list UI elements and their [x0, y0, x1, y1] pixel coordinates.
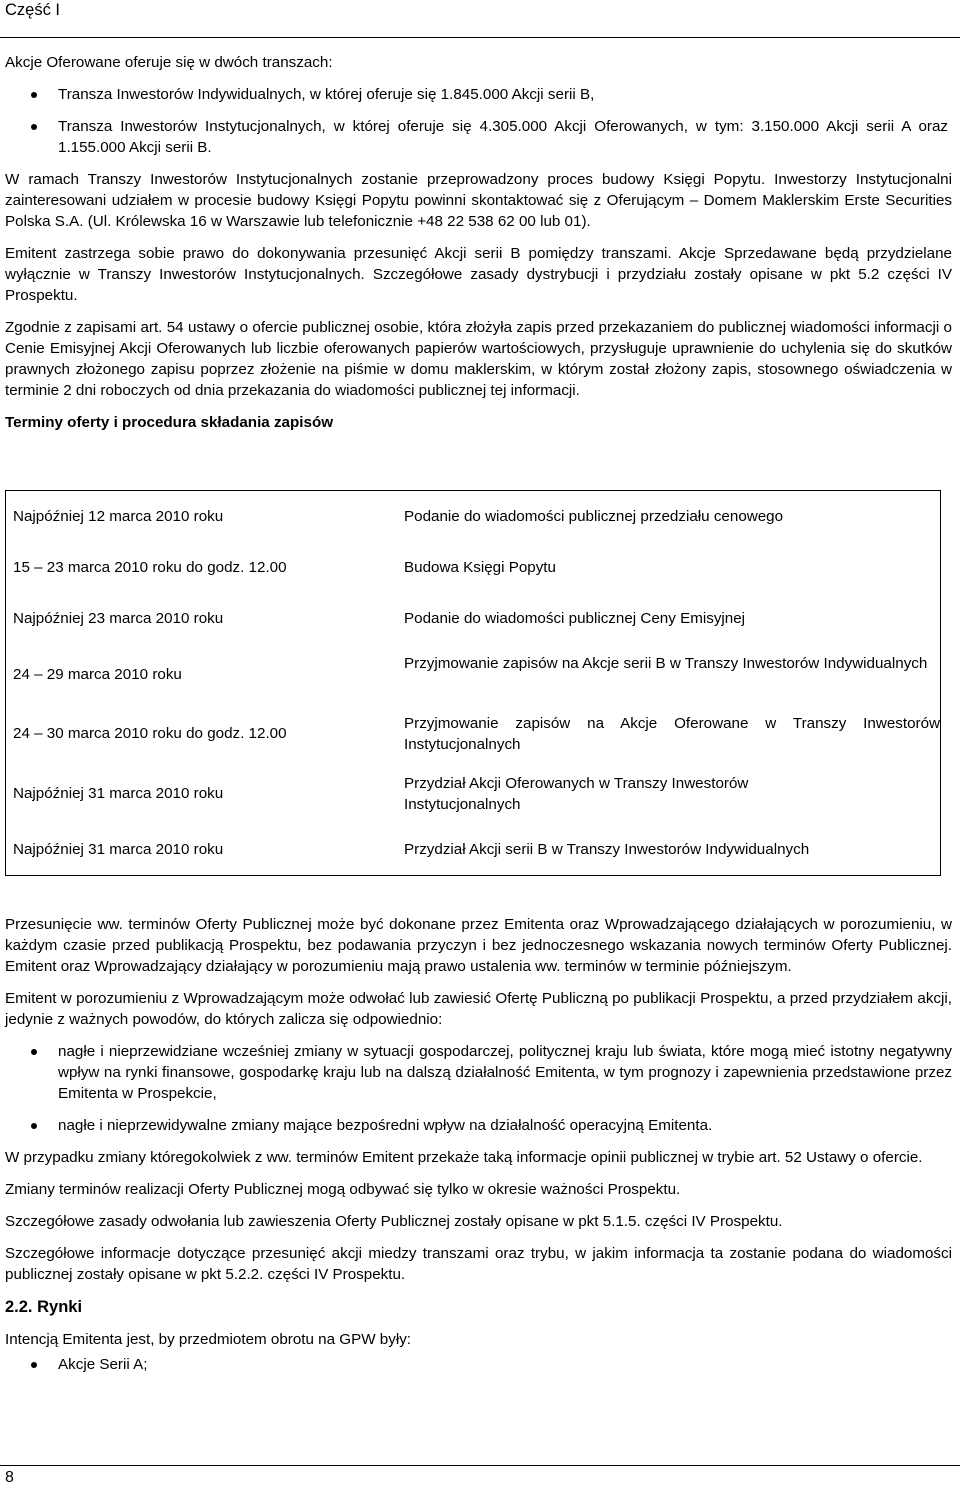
schedule-date: 24 – 29 marca 2010 roku: [13, 666, 182, 683]
schedule-date: Najpóźniej 31 marca 2010 roku: [13, 841, 224, 858]
schedule-event: Przyjmowanie zapisów na Akcje serii B w Transzy Inwestorów Indywidualnych: [404, 655, 928, 672]
paragraph: Przesunięcie ww. terminów Oferty Publicznej może być dokonane przez Emitenta oraz Wprowadzającego działających w porozumieniu, w każdym czasie przed publikacją Prospektu, bez podawania przyczyn i bez jednoczesnego wskazania nowych terminów Oferty Publicznej. Emitent oraz Wprowadzający działający w porozumieniu mają prawo ustalenia ww. terminów w terminie późniejszym.: [5, 916, 952, 975]
paragraph: Zgodnie z zapisami art. 54 ustawy o ofercie publicznej osobie, która złożyła zapis przed przekazaniem do publicznej wiadomości informacji o Cenie Emisyjnej Akcji Oferowanych lub liczbie oferowanych papierów wartościowych, przysługuje uprawnienie do uchylenia się do skutków prawnych złożonego zapisu poprzez złożenie na piśmie w domu maklerskim, w którym został złożony zapis, stosownego oświadczenia w terminie 2 dni roboczych od dnia przekazania do wiadomości publicznej tej informacji.: [5, 319, 952, 399]
schedule-date: 15 – 23 marca 2010 roku do godz. 12.00: [13, 559, 287, 576]
document-body: [5, 52, 952, 433]
paragraph: W ramach Transzy Inwestorów Instytucjonalnych zostanie przeprowadzony proces budowy Księgi Popytu. Inwestorzy Instytucjonalni zainteresowani udziałem w procesie budowy Księgi Popytu powinni skontaktować się z Oferującym – Domem Maklerskim Erste Securities Polska S.A. (Ul. Królewska 16 w Warszawie lub telefonicznie +48 22 538 62 00 lub 01).: [5, 171, 952, 230]
paragraph: Szczegółowe zasady odwołania lub zawieszenia Oferty Publicznej zostały opisane w pkt 5.1.5. części IV Prospektu.: [5, 1213, 783, 1230]
part-title: Część I: [5, 1, 61, 19]
schedule-table: [5, 490, 941, 876]
schedule-event: Przydział Akcji serii B w Transzy Inwestorów Indywidualnych: [404, 841, 810, 858]
schedule-event: Podanie do wiadomości publicznej Ceny Emisyjnej: [404, 610, 746, 627]
tranches-list: [58, 84, 948, 158]
reason-item: nagłe i nieprzewidziane wcześniej zmiany w sytuacji gospodarczej, politycznej kraju lub świata, które mogą mieć istotny negatywny wpływ na rynki finansowe, gospodarkę kraju lub na dalszą działalność Emitenta, w tym prognozy i zapewnienia przedstawione przez Emitenta w Prospekcie,: [58, 1043, 952, 1102]
schedule-event: Przydział Akcji Oferowanych w Transzy Inwestorów Instytucjonalnych: [404, 775, 749, 813]
section-list: [58, 1354, 952, 1375]
schedule-date: Najpóźniej 31 marca 2010 roku: [13, 785, 224, 802]
paragraph: W przypadku zmiany któregokolwiek z ww. terminów Emitent przekaże taką informacje opinii publicznej w trybie art. 52 Ustawy o ofercie.: [5, 1149, 923, 1166]
paragraph: Szczegółowe informacje dotyczące przesunięć akcji miedzy transzami oraz trybu, w jakim informacja ta zostanie podana do wiadomości publicznej zostały opisane w pkt 5.2.2. części IV Prospektu.: [5, 1245, 952, 1283]
schedule-date: Najpóźniej 23 marca 2010 roku: [13, 610, 224, 627]
schedule-event: Przyjmowanie zapisów na Akcje Oferowane w Transzy Inwestorów Instytucjonalnych: [404, 715, 940, 753]
reasons-list: [58, 1041, 952, 1136]
section-intro: Intencją Emitenta jest, by przedmiotem obrotu na GPW były:: [5, 1331, 412, 1348]
footer-divider: [0, 1465, 960, 1466]
intro-text: Akcje Oferowane oferuje się w dwóch transzach:: [5, 54, 333, 71]
page-header: [0, 0, 960, 38]
section-item: Akcje Serii A;: [58, 1354, 952, 1375]
schedule-heading: Terminy oferty i procedura składania zapisów: [5, 414, 334, 431]
paragraph: Zmiany terminów realizacji Oferty Publicznej mogą odbywać się tylko w okresie ważności Prospektu.: [5, 1181, 681, 1198]
schedule-date: Najpóźniej 12 marca 2010 roku: [13, 508, 224, 525]
tranche-item: Transza Inwestorów Indywidualnych, w której oferuje się 1.845.000 Akcji serii B,: [58, 84, 948, 105]
header-divider: [0, 37, 960, 38]
tranche-item: Transza Inwestorów Instytucjonalnych, w której oferuje się 4.305.000 Akcji Oferowanych, w tym: 3.150.000 Akcji serii A oraz 1.155.000 Akcji serii B.: [58, 118, 948, 156]
section-heading: 2.2. Rynki: [5, 1298, 83, 1316]
schedule-event: Budowa Księgi Popytu: [404, 559, 556, 576]
reason-item: nagłe i nieprzewidywalne zmiany mające bezpośredni wpływ na działalność operacyjną Emitenta.: [58, 1115, 952, 1136]
paragraph: Emitent zastrzega sobie prawo do dokonywania przesunięć Akcji serii B pomiędzy transzami. Akcje Sprzedawane będą przydzielane wyłącznie w Transzy Inwestorów Instytucjonalnych. Szczegółowe zasady dystrybucji i przydziału zostały opisane w pkt 5.2 części IV Prospektu.: [5, 245, 952, 304]
schedule-date: 24 – 30 marca 2010 roku do godz. 12.00: [13, 725, 287, 742]
paragraph: Emitent w porozumieniu z Wprowadzającym może odwołać lub zawiesić Ofertę Publiczną po publikacji Prospektu, a przed przydziałem akcji, jedynie z ważnych powodów, do których zalicza się odpowiednio:: [5, 990, 952, 1028]
document-body-continued: [5, 914, 952, 1375]
page-number: 8: [5, 1469, 14, 1486]
schedule-event: Podanie do wiadomości publicznej przedziału cenowego: [404, 508, 784, 525]
